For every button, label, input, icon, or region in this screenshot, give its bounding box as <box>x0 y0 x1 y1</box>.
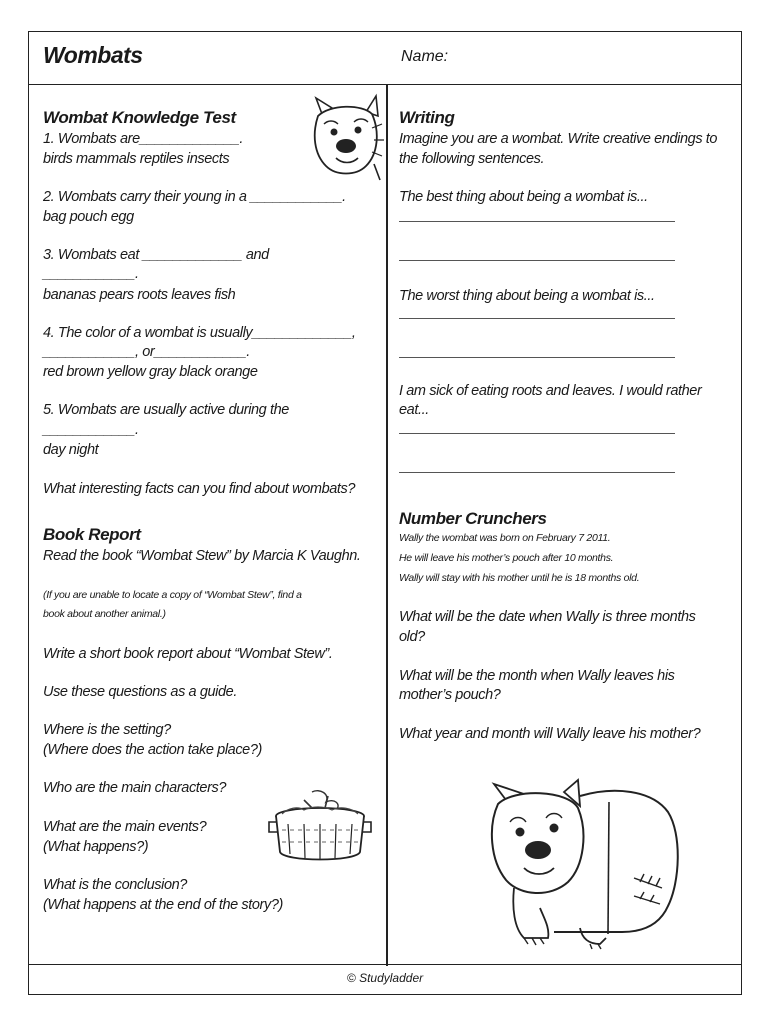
question-4-options: red brown yellow gray black orange <box>43 364 258 380</box>
answer-line <box>399 318 675 319</box>
answer-line <box>399 221 675 222</box>
name-label: Name: <box>401 48 449 65</box>
question-characters: Who are the main characters? <box>43 780 227 796</box>
book-report-note-line-2: book about another animal.) <box>43 608 166 620</box>
knowledge-test-heading: Wombat Knowledge Test <box>43 108 236 127</box>
fact-3: Wally will stay with his mother until he is 18 months old. <box>399 572 640 584</box>
book-report-task: Write a short book report about “Wombat Stew”. <box>43 646 333 662</box>
number-question-2-line-2: mother’s pouch? <box>399 687 501 703</box>
column-divider <box>386 85 388 966</box>
book-report-heading: Book Report <box>43 525 141 544</box>
question-events: What are the main events? <box>43 819 207 835</box>
question-5-continued: ____________. <box>43 422 139 438</box>
question-conclusion: What is the conclusion? <box>43 877 187 893</box>
book-report-guide: Use these questions as a guide. <box>43 684 237 700</box>
question-4-continued: ____________, or____________. <box>43 344 250 360</box>
question-1: 1. Wombats are_____________. <box>43 131 244 147</box>
question-setting: Where is the setting? <box>43 722 171 738</box>
writing-prompt-1: The best thing about being a wombat is... <box>399 189 648 205</box>
answer-line <box>399 357 675 358</box>
book-report-intro: Read the book “Wombat Stew” by Marcia K Vaughn. <box>43 548 361 564</box>
wombat-illustration-icon <box>484 778 684 950</box>
writing-heading: Writing <box>399 108 455 127</box>
writing-prompt-2: The worst thing about being a wombat is... <box>399 288 655 304</box>
writing-prompt-3-line-1: I am sick of eating roots and leaves. I would rather <box>399 383 702 399</box>
worksheet-header <box>29 32 741 85</box>
question-4: 4. The color of a wombat is usually_____________, <box>43 325 356 341</box>
number-question-3: What year and month will Wally leave his mother? <box>399 726 701 742</box>
answer-line <box>399 472 675 473</box>
fact-2: He will leave his mother’s pouch after 10 months. <box>399 552 614 564</box>
question-setting-sub: (Where does the action take place?) <box>43 742 262 758</box>
answer-line <box>399 433 675 434</box>
question-2: 2. Wombats carry their young in a ____________. <box>43 189 346 205</box>
question-1-options: birds mammals reptiles insects <box>43 151 230 167</box>
number-question-1-line-1: What will be the date when Wally is three months <box>399 609 696 625</box>
number-question-1-line-2: old? <box>399 629 425 645</box>
writing-prompt-3-line-2: eat... <box>399 402 429 418</box>
question-3-continued: ____________. <box>43 266 139 282</box>
fact-1: Wally the wombat was born on February 7 2011. <box>399 532 611 544</box>
writing-intro-line-1: Imagine you are a wombat. Write creative endings to <box>399 131 718 147</box>
question-2-options: bag pouch egg <box>43 209 134 225</box>
question-3: 3. Wombats eat _____________ and <box>43 247 269 263</box>
footer-copyright: © Studyladder <box>29 964 741 994</box>
writing-intro-line-2: the following sentences. <box>399 151 545 167</box>
question-3-options: bananas pears roots leaves fish <box>43 287 236 303</box>
answer-line <box>399 260 675 261</box>
question-conclusion-sub: (What happens at the end of the story?) <box>43 897 283 913</box>
number-question-2-line-1: What will be the month when Wally leaves his <box>399 668 675 684</box>
question-5-options: day night <box>43 442 99 458</box>
question-5: 5. Wombats are usually active during the <box>43 402 289 418</box>
wombat-head-icon <box>308 94 384 180</box>
page-title: Wombats <box>43 42 143 68</box>
stew-pot-icon <box>268 790 372 868</box>
number-crunchers-heading: Number Crunchers <box>399 509 547 528</box>
facts-question: What interesting facts can you find about wombats? <box>43 481 356 497</box>
question-events-sub: (What happens?) <box>43 839 149 855</box>
book-report-note-line-1: (If you are unable to locate a copy of “Wombat Stew”, find a <box>43 589 302 601</box>
